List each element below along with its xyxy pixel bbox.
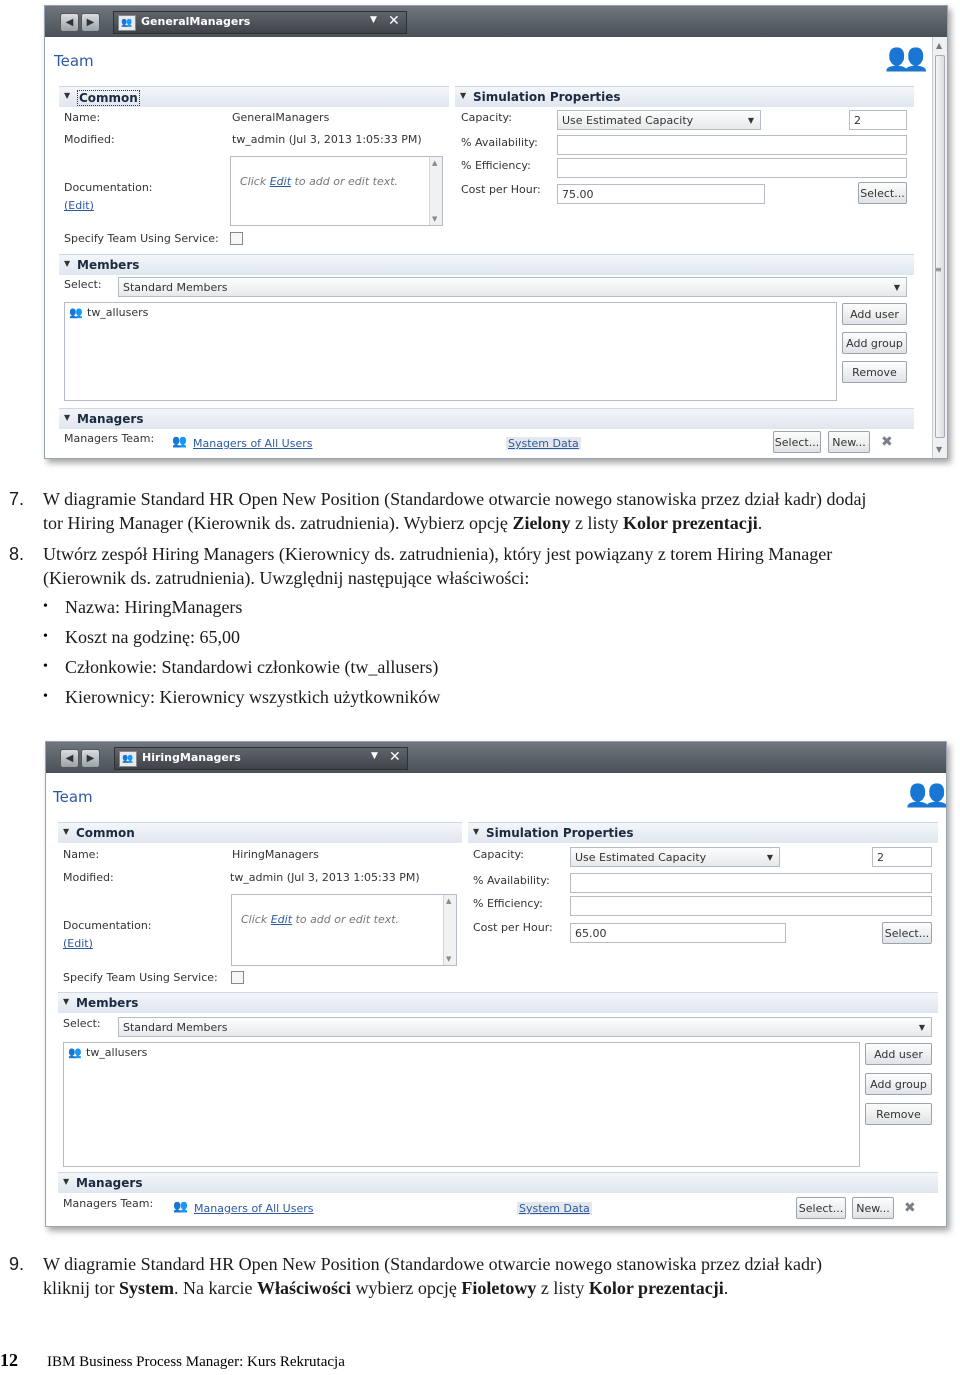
editor-toolbar: [46, 742, 946, 773]
team-heading: Team: [54, 52, 94, 70]
group-icon: 👥: [68, 1046, 82, 1059]
collapse-triangle-icon: ▼: [64, 413, 71, 422]
cost-per-hour-value: 75.00: [562, 188, 594, 201]
scroll-down-icon[interactable]: ▼: [936, 445, 943, 454]
step-9-number: 9.: [9, 1254, 25, 1274]
team-editor-hiring-managers: [45, 741, 947, 1227]
bullet-item: Koszt na godzinę: 65,00: [65, 627, 240, 647]
bullet-icon: •: [43, 599, 48, 614]
editor-tab[interactable]: [113, 11, 407, 34]
members-select[interactable]: [118, 277, 907, 297]
documentation-editor[interactable]: [231, 894, 457, 966]
common-section-header[interactable]: [58, 822, 462, 843]
step-9-line-1: W diagramie Standard HR Open New Position (Standardowe otwarcie nowego stanowiska przez dział kadr): [43, 1254, 822, 1274]
availability-label: % Availability:: [473, 874, 550, 887]
tab-dropdown-icon[interactable]: ▼: [371, 751, 378, 761]
managers-section-label: Managers: [77, 412, 144, 426]
name-value[interactable]: GeneralManagers: [232, 111, 330, 124]
efficiency-label: % Efficiency:: [461, 159, 531, 172]
tab-close-icon[interactable]: ✕: [388, 13, 400, 29]
scroll-thumb[interactable]: [935, 55, 945, 438]
specify-team-checkbox[interactable]: [231, 971, 244, 984]
members-list[interactable]: [64, 302, 837, 401]
remove-button[interactable]: Remove: [842, 361, 907, 383]
managers-new-button[interactable]: New...: [828, 431, 870, 453]
common-section-label: Common: [76, 826, 135, 840]
modified-value: tw_admin (Jul 3, 2013 1:05:33 PM): [232, 133, 422, 146]
documentation-scrollbar[interactable]: ▲ ▼: [443, 895, 456, 965]
forward-arrow-icon[interactable]: ▶: [81, 749, 100, 768]
simulation-section-label: Simulation Properties: [473, 90, 621, 104]
dropdown-arrow-icon: ▼: [918, 1023, 925, 1032]
collapse-triangle-icon: ▼: [63, 997, 70, 1006]
team-icon: 👤👤: [904, 784, 943, 809]
members-section-label: Members: [76, 996, 139, 1010]
modified-label: Modified:: [63, 871, 114, 884]
managers-section-label: Managers: [76, 1176, 143, 1190]
efficiency-label: % Efficiency:: [473, 897, 543, 910]
capacity-select-value: Use Estimated Capacity: [562, 114, 694, 127]
bullet-item: Członkowie: Standardowi członkowie (tw_allusers): [65, 657, 439, 677]
add-user-button[interactable]: Add user: [865, 1043, 932, 1065]
managers-select-button[interactable]: Select...: [796, 1197, 846, 1219]
tab-title: HiringManagers: [142, 751, 241, 764]
efficiency-field[interactable]: [570, 896, 932, 916]
cost-select-button[interactable]: Select...: [858, 182, 907, 204]
step-8-line-2: (Kierownik ds. zatrudnienia). Uwzględnij następujące właściwości:: [43, 568, 530, 588]
dropdown-arrow-icon: ▼: [747, 116, 754, 125]
add-group-button[interactable]: Add group: [865, 1073, 932, 1095]
remove-button[interactable]: Remove: [865, 1103, 932, 1125]
availability-field[interactable]: [557, 135, 907, 155]
common-section-header[interactable]: [59, 86, 449, 107]
step-8-line-1: Utwórz zespół Hiring Managers (Kierownicy ds. zatrudnienia), który jest powiązany z torem Hiring Manager: [43, 544, 833, 564]
forward-arrow-icon[interactable]: ▶: [81, 13, 100, 32]
capacity-value-field[interactable]: [849, 110, 907, 130]
team-editor-general-managers: [44, 5, 948, 459]
common-section-label: Common: [79, 91, 138, 105]
back-arrow-icon[interactable]: ◀: [60, 749, 79, 768]
tab-title: GeneralManagers: [141, 15, 251, 28]
name-label: Name:: [63, 848, 100, 861]
collapse-triangle-icon: ▼: [64, 91, 71, 100]
members-section-header[interactable]: [59, 254, 914, 275]
managers-section-header[interactable]: [59, 408, 914, 429]
scroll-grip-icon: ≡: [935, 265, 942, 274]
team-icon: 👥: [173, 1199, 188, 1213]
tab-dropdown-icon[interactable]: ▼: [370, 15, 377, 25]
availability-label: % Availability:: [461, 136, 538, 149]
capacity-label: Capacity:: [461, 111, 512, 124]
bullet-icon: •: [43, 689, 48, 704]
members-list-item[interactable]: tw_allusers: [87, 306, 149, 319]
dropdown-arrow-icon: ▼: [893, 283, 900, 292]
cost-select-button[interactable]: Select...: [882, 922, 932, 944]
team-tab-icon: 👥: [119, 751, 137, 767]
managers-team-label: Managers Team:: [63, 1197, 154, 1210]
scroll-up-icon[interactable]: ▲: [936, 41, 943, 50]
documentation-edit-link[interactable]: (Edit): [63, 937, 93, 950]
system-data-link[interactable]: System Data: [508, 437, 579, 450]
cost-per-hour-field[interactable]: [570, 923, 786, 943]
specify-team-checkbox[interactable]: [230, 232, 243, 245]
members-section-header[interactable]: [58, 992, 938, 1013]
capacity-select[interactable]: [557, 110, 761, 130]
managers-select-button[interactable]: Select...: [773, 431, 821, 453]
collapse-triangle-icon: ▼: [64, 259, 71, 268]
step-7-number: 7.: [9, 489, 25, 509]
simulation-section-label: Simulation Properties: [486, 826, 634, 840]
efficiency-field[interactable]: [557, 158, 907, 178]
bullet-item: Nazwa: HiringManagers: [65, 597, 243, 617]
add-group-button[interactable]: Add group: [842, 332, 907, 354]
specify-team-label: Specify Team Using Service:: [64, 232, 219, 245]
managers-team-link[interactable]: Managers of All Users: [194, 1202, 314, 1215]
capacity-select[interactable]: [570, 847, 780, 867]
cost-per-hour-label: Cost per Hour:: [473, 921, 553, 934]
documentation-placeholder: Click Edit to add or edit text.: [241, 913, 400, 926]
step-8-number: 8.: [9, 544, 25, 564]
members-select[interactable]: [118, 1017, 932, 1037]
members-select-label: Select:: [64, 278, 102, 291]
documentation-scrollbar[interactable]: ▲ ▼: [429, 157, 442, 225]
step-7-line-2: tor Hiring Manager (Kierownik ds. zatrudnienia). Wybierz opcję Zielony z listy Kolor prezentacji.: [43, 513, 763, 533]
members-section-label: Members: [77, 258, 140, 272]
tab-close-icon[interactable]: ✕: [389, 749, 401, 765]
documentation-label: Documentation:: [64, 181, 153, 194]
bullet-icon: •: [43, 629, 48, 644]
managers-section-header[interactable]: [58, 1172, 938, 1193]
clear-icon[interactable]: ✖: [881, 434, 893, 450]
add-user-button[interactable]: Add user: [842, 303, 907, 325]
cost-per-hour-field[interactable]: [557, 184, 765, 204]
page-number: 12: [0, 1350, 18, 1370]
capacity-value-field[interactable]: [872, 847, 932, 867]
managers-new-button[interactable]: New...: [852, 1197, 894, 1219]
documentation-edit-link[interactable]: (Edit): [64, 199, 94, 212]
collapse-triangle-icon: ▼: [63, 1177, 70, 1186]
back-arrow-icon[interactable]: ◀: [60, 13, 79, 32]
group-icon: 👥: [69, 306, 83, 319]
members-list[interactable]: [63, 1042, 860, 1167]
documentation-editor[interactable]: [230, 156, 443, 226]
name-label: Name:: [64, 111, 101, 124]
team-heading: Team: [53, 788, 93, 806]
simulation-section-header[interactable]: [455, 86, 914, 107]
simulation-section-header[interactable]: [468, 822, 938, 843]
step-7-line-1: W diagramie Standard HR Open New Position (Standardowe otwarcie nowego stanowiska przez dział kadr) dodaj: [43, 489, 867, 509]
members-select-value: Standard Members: [123, 1021, 228, 1034]
team-tab-icon: 👥: [118, 15, 136, 31]
team-icon: 👤👤: [883, 48, 922, 73]
capacity-select-value: Use Estimated Capacity: [575, 851, 707, 864]
specify-team-label: Specify Team Using Service:: [63, 971, 218, 984]
team-icon: 👥: [172, 434, 187, 448]
dropdown-arrow-icon: ▼: [766, 853, 773, 862]
documentation-label: Documentation:: [63, 919, 152, 932]
capacity-label: Capacity:: [473, 848, 524, 861]
cost-per-hour-label: Cost per Hour:: [461, 183, 541, 196]
bullet-item: Kierownicy: Kierownicy wszystkich użytkowników: [65, 687, 441, 707]
system-data-link[interactable]: System Data: [519, 1202, 590, 1215]
managers-team-label: Managers Team:: [64, 432, 155, 445]
capacity-value: 2: [877, 851, 884, 864]
members-select-value: Standard Members: [123, 281, 228, 294]
managers-team-link[interactable]: Managers of All Users: [193, 437, 313, 450]
modified-label: Modified:: [64, 133, 115, 146]
name-value[interactable]: HiringManagers: [232, 848, 319, 861]
collapse-triangle-icon: ▼: [473, 827, 480, 836]
members-select-label: Select:: [63, 1017, 101, 1030]
collapse-triangle-icon: ▼: [63, 827, 70, 836]
availability-field[interactable]: [570, 873, 932, 893]
vertical-scrollbar[interactable]: [932, 37, 947, 458]
documentation-placeholder: Click Edit to add or edit text.: [240, 175, 399, 188]
editor-tab[interactable]: [114, 747, 408, 770]
cost-per-hour-value: 65.00: [575, 927, 607, 940]
step-9-line-2: kliknij tor System. Na karcie Właściwości wybierz opcję Fioletowy z listy Kolor prezentacji.: [43, 1278, 729, 1298]
collapse-triangle-icon: ▼: [460, 91, 467, 100]
bullet-icon: •: [43, 659, 48, 674]
members-list-item[interactable]: tw_allusers: [86, 1046, 148, 1059]
footer-title: IBM Business Process Manager: Kurs Rekrutacja: [47, 1354, 345, 1370]
editor-toolbar: [45, 6, 947, 37]
modified-value: tw_admin (Jul 3, 2013 1:05:33 PM): [230, 871, 420, 884]
clear-icon[interactable]: ✖: [904, 1200, 916, 1216]
capacity-value: 2: [854, 114, 861, 127]
